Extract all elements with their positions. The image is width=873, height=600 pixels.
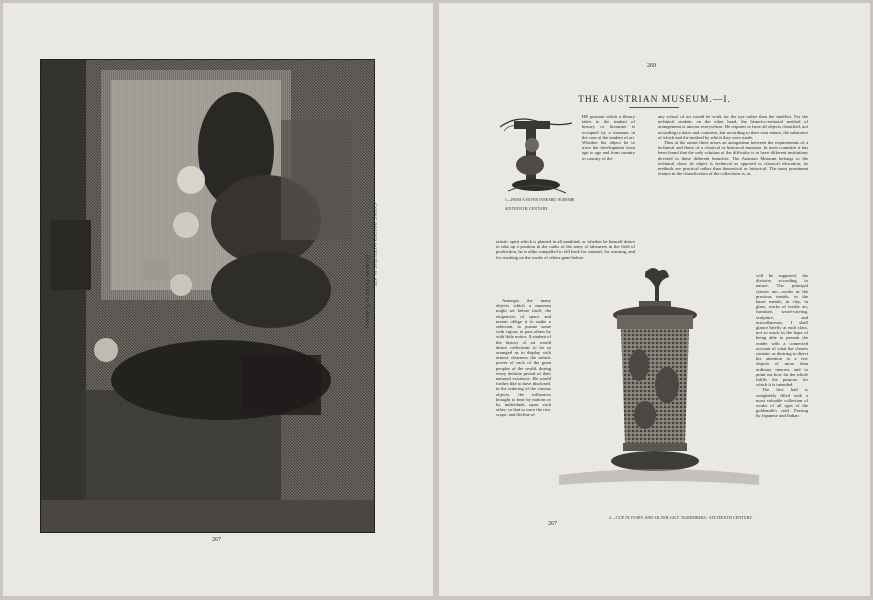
figure-caption: 2.—CUP IN IVORY AND SILVER-GILT: NUREMBERG. SIXTEENTH CENTURY. xyxy=(609,516,753,520)
plate-caption xyxy=(364,203,382,443)
col2-narrow-text xyxy=(756,273,808,419)
col2-top-text xyxy=(658,114,808,176)
initial-caption-2: SIXTEENTH CENTURY. xyxy=(505,207,549,211)
title-rule xyxy=(629,107,679,108)
col1-narrow-text xyxy=(582,114,635,161)
article-title: THE AUSTRIAN MUSEUM.—I. xyxy=(578,95,731,105)
right-page-number: 269 xyxy=(647,63,656,69)
col2-paragraph-2: Thus at the outset there arises an antagonism between the requirements of a technical and those of a classical or historical museum. In most countries it has been found that the only solution of the difficulty is to have different institutions devoted to these different branches. The Austrian Museum belongs to the technical class; its object is technical as opposed to classical education; its methods are practical rather than theoretical or historical. The most prominent feature in the classification of the collections is, as xyxy=(658,140,808,177)
ivory-cup-illustration xyxy=(559,265,759,505)
ornamental-initial-t-illustration xyxy=(496,113,574,205)
col2-paragraph-3: The first hall is completely filled with a most valuable collection of works of all ages of the goldsmith's craft. Passing by Japanese and Indian xyxy=(756,387,808,419)
engraving-plate xyxy=(40,59,375,533)
col1-continuation: artistic spirit which is planted in all mankind, or whether he himself desire to take up a position in the ranks of the army of labourers in the field of production, he is alike compelled to fall back for counsel, for warning, and for teaching on the works of others gone before. xyxy=(496,239,635,260)
col1-narrow-lower xyxy=(496,298,551,418)
plate-credit: (From the Picture by G. Kraus.) xyxy=(364,255,369,329)
figure-ivory-cup xyxy=(559,265,759,505)
right-page xyxy=(439,3,870,596)
plate-title: GOING ROUND WITH THE PLATE. xyxy=(371,203,376,289)
ornamental-initial xyxy=(496,113,574,205)
col1-opening: HE position which a library takes to the student of history or literature is occupied by a museum in the case of the student of art. Whether his object be to trace the development from age to age and from country to country of the xyxy=(582,114,635,161)
col1-paragraph-2: Amongst the many objects which a museum might set before itself, the exigencies of space and means oblige it to make a selection, to pursue some with vigour, to pass others by with little notice. A student of the history of art would desire collections to be so arranged as to display with utmost clearness the artistic power of each of the great peoples of the world, during every definite period of their national existence. He would further like to have disclosed, in the ordering of the various objects, the influences brought to bear by nations or by individuals upon each other; so that to trace the rise, scope, and decline of xyxy=(496,298,551,418)
left-page-number: 267 xyxy=(212,537,221,543)
col2-narrow: will be supposed, the division according to nature. The principal classes are—works in the precious metals, in the baser metals, in clay, in glass, works of textile art, furniture, wood-carving, sculpture, and miscellaneous. I shall glance briefly at each class, not so much in the hope of being able to present the reader with a connected account of what the classes contain, as desiring to direct his attention to a few objects of more than ordinary interest, and to point out how far the whole fulfils the purpose for which it is intended. xyxy=(756,273,808,388)
col2-opening: any school of art would be work for the eye rather than the intellect. For the technical student, on the other hand, the historico-national method of arrangement is unwise everywhere. He requires to have all objects classified, not according to dates and countries, but according to their own nature, the substance of which and the method by which they were made. xyxy=(658,114,808,140)
engraving-illustration xyxy=(41,60,374,532)
initial-caption-1: 1.—FROM A SILVER TANKARD: NUREMBERG. xyxy=(505,198,574,202)
left-page xyxy=(3,3,433,596)
col1-full-text xyxy=(496,239,635,260)
bottom-page-number: 267 xyxy=(548,521,557,527)
